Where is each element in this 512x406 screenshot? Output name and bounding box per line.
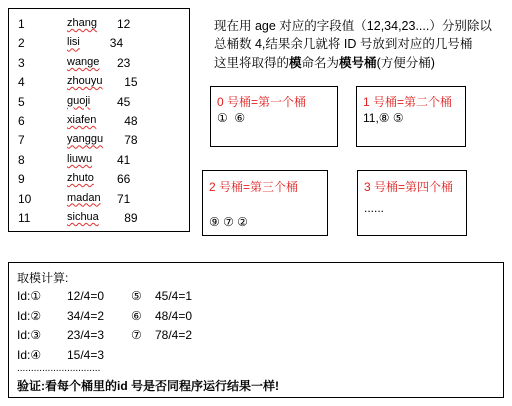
calc-right-expr: 45/4=1 [155,289,193,303]
bucket-1 [356,86,466,147]
description-line-3e: (方便分桶) [376,56,435,70]
verify-part-a: 验证:看每个桶里的 [17,379,117,393]
bucket-0 [210,86,338,147]
calc-left-expr: 23/4=3 [67,328,105,342]
calc-title: 取模计算: [17,271,69,285]
user-name: lisi [67,36,80,49]
user-age: 89 [124,211,138,225]
calc-right-label: ⑤ [131,289,142,303]
description-line-2: 总桶数 4,结果余几就将 ID 号放到对应的几号桶 [214,37,473,51]
user-age: 41 [117,152,131,167]
user-table-box [8,8,190,232]
user-name: zhang [67,17,97,29]
calc-dots: .............................. [17,363,101,374]
bucket-2 [202,170,328,236]
bucket-0-content: ① ⑥ [217,111,246,125]
calc-box [8,262,504,398]
user-age: 12 [117,17,131,31]
calc-left-label: Id:④ [17,347,42,362]
user-age: 23 [117,55,131,70]
user-id: 8 [18,152,25,167]
calc-right-expr: 78/4=2 [155,328,193,342]
description-bucket-name: 模号桶 [339,56,377,70]
user-id: 3 [18,55,25,70]
user-age: 45 [117,94,131,109]
user-id: 6 [18,114,25,128]
user-name: zhuto [67,172,94,185]
user-id: 1 [18,17,25,31]
calc-left-expr: 34/4=2 [67,308,105,323]
user-name: sichua [67,211,99,223]
user-age: 34 [109,36,124,51]
user-age: 71 [117,191,131,206]
user-name: xiafen [67,114,97,126]
calc-left-expr: 15/4=3 [67,347,105,362]
user-id: 10 [18,191,32,206]
description-line-1: 现在用 age 对应的字段值（12,34,23....）分别除以 [214,19,492,33]
user-name: liuwu [67,152,93,165]
user-id: 4 [18,75,25,90]
description-line-3a: 这里将取得的 [214,56,290,70]
user-id: 7 [18,133,25,148]
description-line-3c: 命名为 [301,56,340,70]
verify-part-c: 号是否同程序运行结果一样! [127,379,280,393]
calc-left-label: Id:② [17,308,42,323]
calc-left-label: Id:③ [17,328,42,342]
user-age: 48 [124,114,138,128]
user-age: 66 [117,172,131,187]
user-name: wange [67,55,100,68]
calc-left-label: Id:① [17,289,42,303]
calc-left-expr: 12/4=0 [67,289,105,303]
user-id: 9 [18,172,25,187]
bucket-3-content: ...... [364,201,385,215]
calc-right-label: ⑦ [131,328,142,342]
user-id: 5 [18,94,25,109]
user-name: yanggu [67,133,104,146]
user-id: 11 [18,211,31,225]
bucket-0-title: 0 号桶=第一个桶 [217,95,307,109]
user-age: 78 [124,133,138,148]
bucket-1-content: 11,⑧ ⑤ [363,111,404,125]
calc-right-label: ⑥ [131,308,142,323]
bucket-2-title: 2 号桶=第三个桶 [209,180,299,194]
user-name: zhouyu [67,75,103,88]
user-age: 15 [124,75,138,90]
bucket-3-title: 3 号桶=第四个桶 [364,180,454,194]
verify-text [17,377,279,394]
user-name: madan [67,191,101,204]
calc-right-expr: 48/4=0 [155,308,193,323]
description-line-3 [214,53,435,71]
bucket-1-title: 1 号桶=第二个桶 [363,95,453,109]
user-name: guoji [67,94,91,107]
bucket-3 [357,170,467,236]
description-mod-word: 模 [289,56,302,70]
bucket-2-content: ⑨ ⑦ ② [209,215,248,229]
user-id: 2 [18,36,25,51]
verify-part-b: id [117,379,128,393]
